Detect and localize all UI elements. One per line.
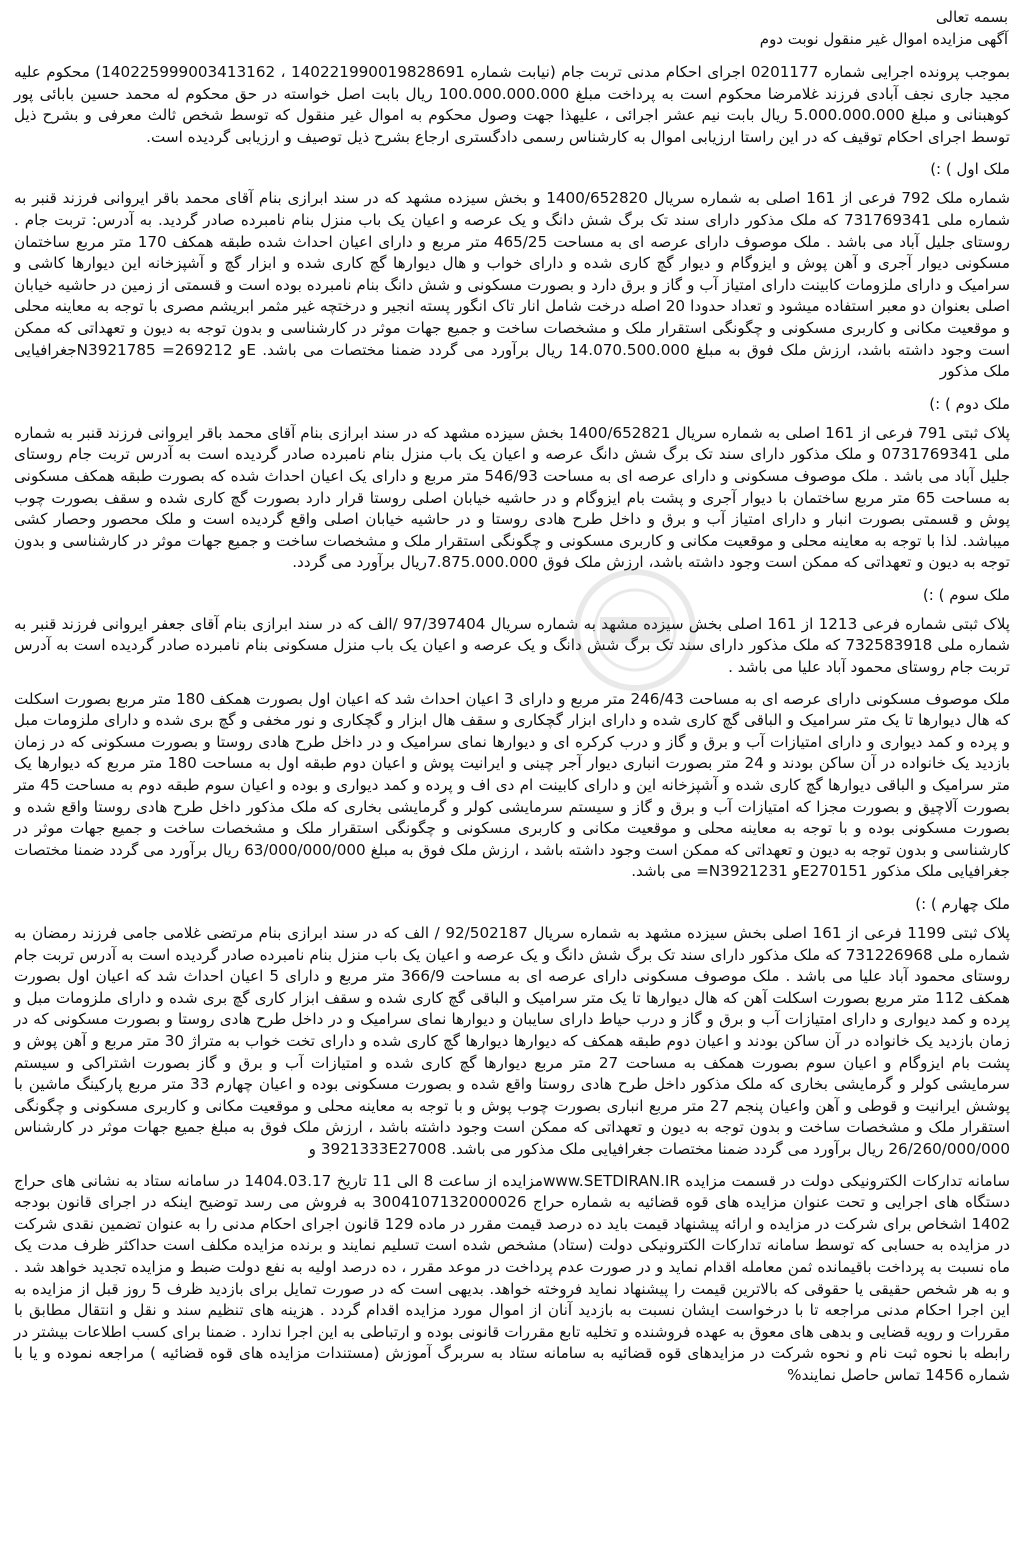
property-4-description: پلاک ثبتی 1199 فرعی از 161 اصلی بخش سیزده مشهد به شماره سریال 92/502187 / الف که در سند ابرازی بنام مرتضی غلامی جامی فرزند رمضان به شماره ملی 731226968 که ملک مذکور دارای سند تک برگ شش دانگ و یک عرصه و اعیان یک باب منزل بنام نامبرده صادر گردیده است به آدرس تربت جام روستای محمود آباد علیا می باشد . ملک موصوف مسکونی دارای عرصه ای به مساحت 366/9 متر مربع و دارای 5 اعیان احداث شد که اعیان اول بصورت همکف 112 متر مربع بصورت اسکلت آهن که هال دیوارها تا یک متر سرامیک و الباقی گچ کاری شده و سقف ابزار کاری گچ بری شده و دارای ملزومات مبل و پرده و کمد دیواری و دارای امتیازات آب و برق و گاز و درب حیاط دارای سایبان و دیوارها نمای سرامیک و در داخل طرح هادی روستا و بصورت مسکونی که در زمان بازدید یک خانواده در آن ساکن بودند و اعیان دوم طبقه همکف که دیوارها دیوارها گچ کاری شده و دارای تخت خواب به متراژ 30 متر مربع و آهن پوش و پشت بام ایزوگام و اعیان سوم بصورت همکف به مساحت 27 متر مربع دیوارها گچ کاری شده و امتیازات آب و برق و گاز بصورت اشتراکی و سیستم سرمایشی کولر و گرمایشی بخاری که ملک مذکور داخل طرح هادی روستا واقع شده و بصورت مسکونی بوده و اعیان چهارم 33 متر مربع پارکینگ ماشین با پوشش ایرانیت و قوطی و آهن واعیان پنجم 27 متر مربع انباری بصورت چوب پوش و با توجه به معاینه محلی و موقعیت مکانی و کاربری مسکونی و چگونگی استقرار ملک و مشخصات ساخت و بدون توجه به دیون و تعهداتی که ممکن است وجود داشته باشد ، ارزش ملک فوق به مبلغ جمیع جهات موثر در کارشناس 26/260/000/000 ریال برآورد می گردد ضمنا مختصات جغرافیایی ملک مذکور می باشد. 3921333E27008 و <box>14 924 1011 1158</box>
property-1-section <box>14 158 1010 382</box>
property-3-section <box>14 584 1010 883</box>
property-2-section <box>14 393 1010 574</box>
intro-paragraph: بموجب پرونده اجرایی شماره 0201177 اجرای احکام مدنی تربت جام (نیابت شماره 140221990019828691 ، 140225999003413162) محکوم علیه مجید جاری نجف آبادی فرزند غلامرضا محکوم است به پرداخت مبلغ 100.000.000.000 ریال بابت اصل خواسته در حق محکوم له محمد حسین بابائی پور کوهبنانی و مبلغ 5.000.000.000 ریال بابت نیم عشر اجرائی ، علیهذا جهت وصول محکوم به اموال غیر منقول که توسط شخص ثالث معرفی و بشرح ذیل توسط اجرای احکام توقیف که در این راستا ارزیابی اموال به کارشناس رسمی دادگستری ارجاع بشرح ذیل توصیف و ارزیابی گردیده است. <box>14 63 1010 146</box>
property-4-section <box>14 893 1010 1161</box>
bismillah-heading: بسمه تعالی <box>935 8 1008 26</box>
property-3-description: پلاک ثبتی شماره فرعی 1213 از 161 اصلی بخش سیزده مشهد به شماره سریال 97/397404 /الف که در سند ابرازی بنام آقای جعفر ایروانی فرزند قنبر به شماره ملی 732583918 که ملک مذکور دارای سند تک برگ شش دانگ و یک عرصه و اعیان یک باب منزل مسکونی بنام نامبرده صادر گردیده است به آدرس تربت جام روستای محمود آباد علیا می باشد . <box>14 614 1010 677</box>
property-3-title: ملک سوم ) :) <box>922 585 1010 604</box>
notice-title: آگهی مزایده اموال غیر منقول نوبت دوم <box>759 30 1008 48</box>
property-2-title: ملک دوم ) :) <box>929 394 1010 413</box>
property-4-title: ملک چهارم ) :) <box>915 895 1010 913</box>
auction-terms-paragraph: سامانه تدارکات الکترونیکی دولت در قسمت مزایده www.SETDIRAN.IRمزایده از ساعت 8 الی 11 تاریخ 1404.03.17 در سامانه ستاد به نشانی های حراج دستگاه های اجرایی و تحت عنوان مزایده های قوه قضائیه به شماره حراج 3004107132000026 به فروش می رسد توضیح اینکه در اجرای قانون بودجه 1402 اشخاص برای شرکت در مزایده و ارائه پیشنهاد قیمت باید ده درصد قیمت مقرر در ماده 129 قانون اجرای احکام مدنی را به عنوان تضمین نقدی شرکت در مزایده به حسابی که توسط سامانه تدارکات الکترونیکی دولت (ستاد) مشخص شده است تسلیم نمایند و برنده مزایده مکلف است حداکثر ظرف مدت یک ماه نسبت به پرداخت باقیمانده ثمن معامله اقدام نماید و در صورت عدم پرداخت در موعد مقرر ، ده درصد اولیه به نفع دولت ضبط و مزایده تجدید خواهد شد . و به هر شخص حقیقی یا حقوقی که بالاترین قیمت را پیشنهاد نماید فروخته خواهد. بدیهی است که در صورت تمایل برای بازدید ظرف 5 روز قبل از مزایده به این اجرا احکام مدنی مراجعه تا با درخواست ایشان نسبت به بازدید آنان از اموال مورد مزایده اقدام گردد . هزینه های تنظیم سند و نقل و انتقال مطابق با مقررات و رویه قضایی و بدهی های معوق به عهده فروشنده و تخلیه تابع مقررات قانونی بوده و ارتباطی به این اجرا ندارد . ضمنا برای کسب اطلاعات بیشتر در رابطه با نحوه ثبت نام و نحوه شرکت در مزایدهای قوه قضائیه به سامانه ستاد به سربرگ آموزش (مستندات مزایده های قوه قضائیه ) مراجعه نموده و یا با شماره 1456 تماس حاصل نمایند% <box>14 1171 1010 1384</box>
property-1-description: شماره ملک 792 فرعی از 161 اصلی به شماره سریال 1400/652820 و بخش سیزده مشهد که در سند ابرازی بنام آقای محمد باقر ایروانی فرزند قنبر به شماره ملی 731769341 که ملک مذکور دارای سند تک برگ شش دانگ و یک عرصه و اعیان یک باب منزل بنام نامبرده صادر گردید. به آدرس: تربت جام . روستای جلیل آباد می باشد . ملک موصوف دارای عرصه ای به مساحت 465/25 متر مربع و دارای اعیان احداث شده طبقه همکف 170 متر مربع ساختمان مسکونی دیوار آجری و آهن پوش و ایزوگام و دیوار گچ کاری شده و دارای خواب و هال دیوارها گچ کاری شده و ابزار گچ و آشپزخانه این دیوارها کاشی و سرامیک و دارای ملزومات کابینت دارای امتیاز آب و گاز و برق دارد و بصورت مسکونی و شش دانگ بنام نامبرده بوده است و قسمتی از زمین در حاشیه خیابان اصلی بعنوان دو معبر استفاده میشود و تعداد حدودا 20 اصله درخت شامل انار تاک انگور پسته انجیر و درختچه غیر مثمر ابریشم مصری با توجه به معاینه محلی و موقعیت مکانی و کاربری مسکونی و چگونگی استقرار ملک و مشخصات ساخت و جمیع جهات موثر در کارشناسی و بدون توجه به دیون و تعهداتی که ممکن است وجود داشته باشد، ارزش ملک فوق به مبلغ 14.070.500.000 ریال برآورد می گردد ضمنا مختصات می باشد. Eو 269212= N3921785جغرافیایی ملک مذکور <box>14 189 1011 381</box>
property-2-description: پلاک ثبتی 791 فرعی از 161 اصلی به شماره سریال 1400/652821 بخش سیزده مشهد که در سند ابرازی بنام آقای محمد باقر ایروانی فرزند قنبر به شماره ملی 0731769341 و ملک مذکور دارای سند تک برگ شش دانگ عرصه و اعیان یک باب منزل بنام نامبرده صادر گردیده است به آدرس تربت جام روستای جلیل آباد می باشد . ملک موصوف مسکونی و دارای عرصه ای به مساحت 546/93 متر مربع و دارای یک اعیان احداث شده که بصورت طبقه همکف مسکونی به مساحت 65 متر مربع ساختمان با دیوار آجری و پشت بام ایزوگام و در حاشیه خیابان اصلی روستا قرار دارد بصورت گچ کاری شده و سقف بصورت چوب پوش و قسمتی بصورت انبار و دارای امتیاز آب و برق و داخل طرح هادی روستا و در حاشیه خیابان اصلی واقع گردیده است و ملک محصور وحصار کشی میباشد. لذا با توجه به معاینه محلی و موقعیت مکانی و کاربری مسکونی و چگونگی استقرار ملک و مشخصات ساخت و جمیع جهات موثر در کارشناسی و بدون توجه به دیون و تعهداتی که ممکن است وجود داشته باشد، ارزش ملک فوق 7.875.000.000ریال برآورد می گردد. <box>14 423 1011 572</box>
property-3-details: ملک موصوف مسکونی دارای عرصه ای به مساحت 246/43 متر مربع و دارای 3 اعیان احداث شد که اعیان اول بصورت همکف 180 متر مربع بصورت اسکلت که هال دیوارها تا یک متر سرامیک و الباقی گچ کاری شده و دارای ابزار گچکاری و سقف هال ابزار و گچکاری و نور مخفی و گچ بری شده و دارای ملزومات مبل و پرده و کمد دیواری و دارای امتیازات آب و برق و گاز و درب کرکره ای و دیوارها نمای سرامیک و در داخل طرح هادی روستا و بصورت مسکونی که در زمان بازدید یک خانواده در آن ساکن بودند و 24 متر بصورت انباری دیوار آجر چینی و ایرانیت پوش و اعیان دوم طبقه اول به مساحت 180 متر مربع که دیوارها یک متر سرامیک و الباقی دیوارها گچ کاری شده و آشپزخانه این و دارای کابینت ام دی اف و پرده و کمد دیواری و بوده و اعیان سوم طبقه دوم به مساحت 45 متر بصورت آلاچیق و بصورت مجزا که امتیازات آب و برق و گاز و سیستم سرمایشی کولر و گرمایشی بخاری که ملک مذکور داخل طرح هادی روستا واقع شده و بصورت مسکونی بوده و با توجه به معاینه محلی و موقعیت مکانی و کاربری مسکونی و چگونگی استقرار ملک و مشخصات ساخت و جمیع جهات موثر در کارشناسی و بدون توجه به دیون و تعهداتی که ممکن است وجود داشته باشد ، ارزش ملک فوق به مبلغ 63/000/000/000 ریال برآورد می گردد ضمنا مختصات جغرافیایی ملک مذکور E270151و N3921231= می باشد. <box>14 689 1011 881</box>
property-1-title: ملک اول ) :) <box>930 160 1010 179</box>
